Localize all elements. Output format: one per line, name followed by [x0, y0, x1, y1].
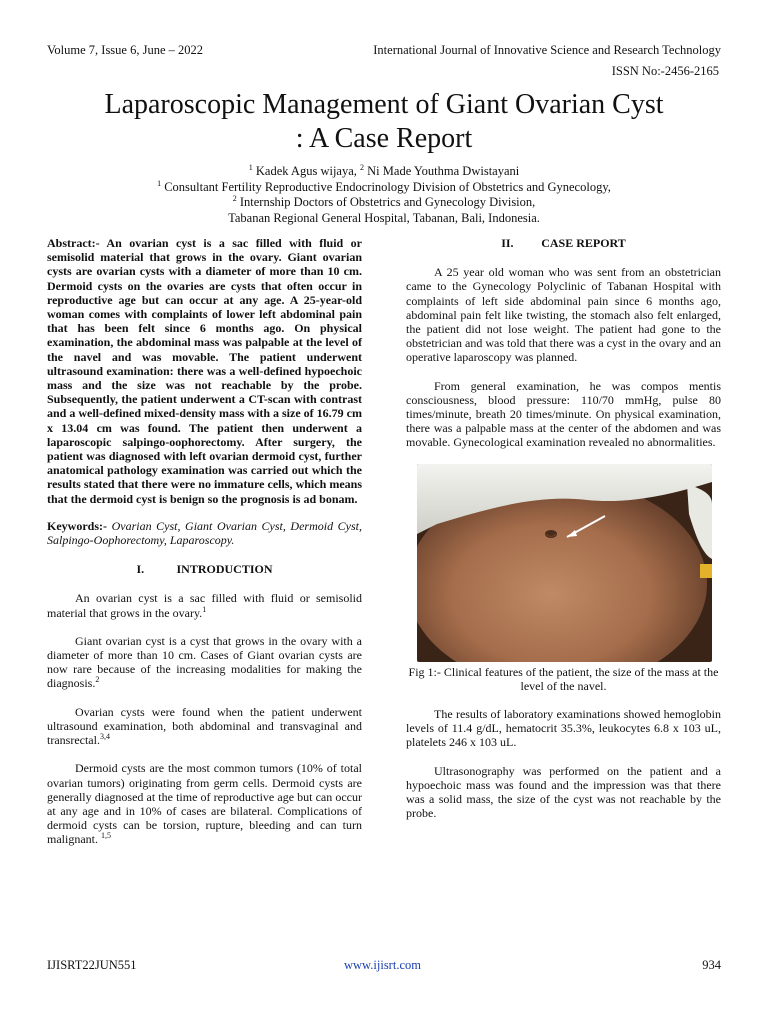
patient-photo [417, 464, 712, 662]
affiliation-2-sup: 2 [232, 193, 237, 203]
patient-photo-illustration [417, 464, 712, 662]
abstract-text: An ovarian cyst is a sac filled with fluid or semisolid material that grows in the ovary. Giant ovarian cysts are ovarian cysts with a diameter of more than 10 cm. Dermoid cysts on the ovaries are cysts that often occur in reproductive age but can occur at any age. A 25-year-old woman comes with complaints of lower left abdominal pain that has been felt since 6 months ago. On physical examination, the abdominal mass was palpable at the level of the navel and was movable. The patient underwent ultrasound examination: there was a well-defined hypoechoic mass and the size was not reachable by the probe. Subsequently, the patient underwent a CT-scan with contrast and a well-defined mixed-density mass with a size of 16.79 cm x 13.04 cm was found. The patient then underwent a laparoscopic salpingo-oophorectomy. After surgery, the patient was diagnosed with left ovarian dermoid cyst, further anatomical pathology examination was carried out which the results stated that there were no immature cells, which means that the dermoid cyst is benign so the prognosis is ad bonam. [47, 236, 362, 506]
footer-journal-link[interactable]: www.ijisrt.com [344, 958, 421, 972]
intro-paragraph-2 [47, 634, 362, 691]
intro-paragraph-1 [47, 591, 362, 619]
affiliation-hospital: Tabanan Regional General Hospital, Tabanan, Bali, Indonesia. [228, 210, 540, 225]
section-1-title: INTRODUCTION [176, 562, 273, 577]
abstract [47, 236, 362, 506]
footer-article-code: IJISRT22JUN551 [47, 958, 137, 972]
section-1-heading [47, 562, 362, 576]
intro-p4-text: Dermoid cysts are the most common tumors (10% of total ovarian tumors) originating from germ cells. Dermoid cysts are generally diagnosed at the time of reproductive age but can occur at any age and in 10% of cases are bilateral. Complications of dermoid cysts can be torsion, rupture, bleeding and can turn malignant. [47, 761, 362, 847]
section-1-number: I. [136, 562, 145, 577]
case-paragraph-1: A 25 year old woman who was sent from an obstetrician came to the Gynecology Polyclinic of Tabanan Hospital with complaints of left side abdominal pain since 6 months ago, abdominal pain felt like twisting, the stomach also felt enlarged, the patient did not lose weight. The patient had gone to the obstetrician and was told that there was a cyst in the ovary and an operative laparoscopy was planned. [406, 265, 721, 365]
footer-page-number: 934 [702, 958, 721, 972]
author-sup-1: 1 [248, 162, 253, 172]
section-2-title: CASE REPORT [541, 236, 626, 250]
abstract-label: Abstract:- [47, 236, 100, 250]
title-line-1: Laparoscopic Management of Giant Ovarian Cyst [104, 89, 664, 120]
keywords-label: Keywords:- [47, 518, 107, 533]
affiliation-1 [40, 180, 728, 196]
author-names [40, 164, 728, 180]
author-block [40, 164, 728, 226]
intro-p1-ref: 1 [202, 604, 207, 614]
affiliation-1-text: Consultant Fertility Reproductive Endocrinology Division of Obstetrics and Gynecology, [161, 179, 611, 194]
case-paragraph-2: From general examination, he was compos mentis consciousness, blood pressure: 110/70 mmHg, pulse 80 times/minute, breath 20 times/minute. On physical examination, there was a palpable mass at the center of the abdomen and was movable. Gynecological examination revealed no abnormalities. [406, 378, 721, 450]
intro-p2-ref: 2 [95, 675, 100, 685]
left-column [47, 236, 362, 847]
right-column [406, 236, 721, 820]
affiliation-1-sup: 1 [157, 178, 162, 188]
paper-title [40, 88, 728, 156]
keywords-text: Ovarian Cyst, Giant Ovarian Cyst, Dermoid Cyst, Salpingo-Oophorectomy, Laparoscopy. [47, 518, 362, 548]
intro-p3-ref: 3,4 [99, 732, 110, 742]
header-journal: International Journal of Innovative Science and Research Technology [373, 43, 721, 57]
intro-paragraph-4 [47, 761, 362, 846]
case-paragraph-3: The results of laboratory examinations showed hemoglobin levels of 11.4 g/dL, hematocrit 35.3%, leukocytes 6.8 x 103 uL, platelets 246 x 103 uL. [406, 707, 721, 750]
section-2-heading [406, 236, 721, 250]
figure-caption: Fig 1:- Clinical features of the patient, the size of the mass at the level of the navel. [408, 664, 719, 693]
keywords [47, 519, 362, 547]
header-issn: ISSN No:-2456-2165 [611, 64, 719, 78]
header-volume: Volume 7, Issue 6, June – 2022 [47, 43, 204, 57]
intro-paragraph-3 [47, 705, 362, 748]
author-sup-2: 2 [360, 162, 365, 172]
title-line-2: : A Case Report [295, 123, 473, 154]
intro-p2-text: Giant ovarian cyst is a cyst that grows in the ovary with a diameter of more than 10 cm. Cases of Giant ovarian cysts are now rare because of the increasing modalities for making the diagnosis. [47, 633, 362, 691]
intro-p1-text: An ovarian cyst is a sac filled with fluid or semisolid material that grows in the ovary. [47, 591, 362, 620]
affiliation-2 [40, 195, 728, 211]
case-paragraph-4: Ultrasonography was performed on the patient and a hypoechoic mass was found and the impression was that there was a solid mass, the size of the cyst was not reachable by the probe. [406, 763, 721, 821]
author-name-1: Kadek Agus wijaya, [252, 164, 361, 178]
section-2-number: II. [501, 236, 514, 250]
affiliation-2-text: Internship Doctors of Obstetrics and Gynecology Division, [236, 195, 536, 209]
intro-p4-ref: 1,5 [101, 831, 111, 841]
author-name-2: Ni Made Youthma Dwistayani [364, 164, 520, 178]
intro-p3-text: Ovarian cysts were found when the patient underwent ultrasound examination, both abdominal and transvaginal and transrectal. [47, 704, 362, 748]
